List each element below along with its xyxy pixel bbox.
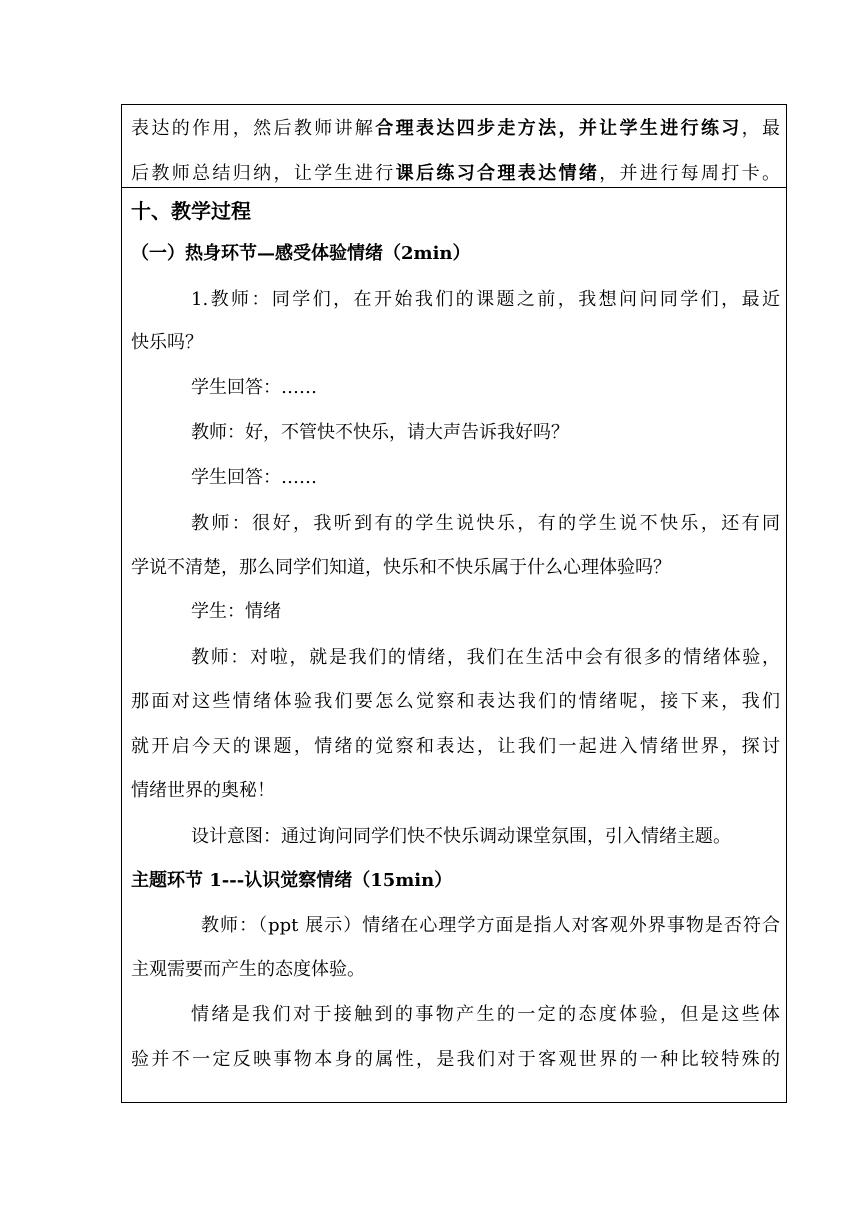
paragraph-6: 学生：情绪 (191, 601, 281, 622)
paragraph-10-line-2: 验并不一定反映事物本身的属性，是我们对于客观世界的一种比较特殊的 (131, 1049, 780, 1070)
teaching-process-cell (122, 188, 787, 1103)
paragraph-2: 学生回答：…… (191, 377, 317, 398)
paragraph-1-line-2: 快乐吗？ (131, 332, 203, 353)
paragraph-7-line-2: 那面对这些情绪体验我们要怎么觉察和表达我们的情绪呢，接下来，我们 (131, 691, 780, 712)
intro-line-2: 后教师总结归纳，让学生进行课后练习合理表达情绪，并进行每周打卡。 (131, 163, 781, 184)
subsection-warmup-title: （一）热身环节—感受体验情绪（2min） (131, 243, 471, 264)
paragraph-7-line-4: 情绪世界的奥秘！ (131, 780, 275, 801)
paragraph-4: 学生回答：…… (191, 467, 317, 488)
section-heading: 十、教学过程 (131, 199, 251, 223)
paragraph-10-line-1: 情绪是我们对于接触到的事物产生的一定的态度体验，但是这些体 (191, 1004, 780, 1025)
paragraph-9-line-1: 教师：（ppt 展示）情绪在心理学方面是指人对客观外界事物是否符合 (201, 915, 780, 936)
lesson-plan-table (121, 104, 787, 1103)
paragraph-3: 教师：好，不管快不快乐，请大声告诉我好吗？ (191, 422, 569, 443)
paragraph-9-line-2: 主观需要而产生的态度体验。 (131, 959, 365, 980)
paragraph-1-line-1: 1.教师：同学们，在开始我们的课题之前，我想问问同学们，最近 (191, 289, 780, 310)
design-intent: 设计意图：通过询问同学们快不快乐调动课堂氛围，引入情绪主题。 (191, 826, 731, 847)
paragraph-7-line-1: 教师：对啦，就是我们的情绪，我们在生活中会有很多的情绪体验， (191, 647, 780, 668)
paragraph-5-line-1: 教师：很好，我听到有的学生说快乐，有的学生说不快乐，还有同 (191, 513, 780, 534)
paragraph-5-line-2: 学说不清楚，那么同学们知道，快乐和不快乐属于什么心理体验吗？ (131, 557, 671, 578)
subsection-main-1-title: 主题环节 1---认识觉察情绪（15min） (131, 870, 453, 891)
intro-cell (122, 105, 787, 188)
intro-line-1: 表达的作用，然后教师讲解合理表达四步走方法，并让学生进行练习，最 (131, 118, 781, 139)
paragraph-7-line-3: 就开启今天的课题，情绪的觉察和表达，让我们一起进入情绪世界，探讨 (131, 736, 780, 757)
